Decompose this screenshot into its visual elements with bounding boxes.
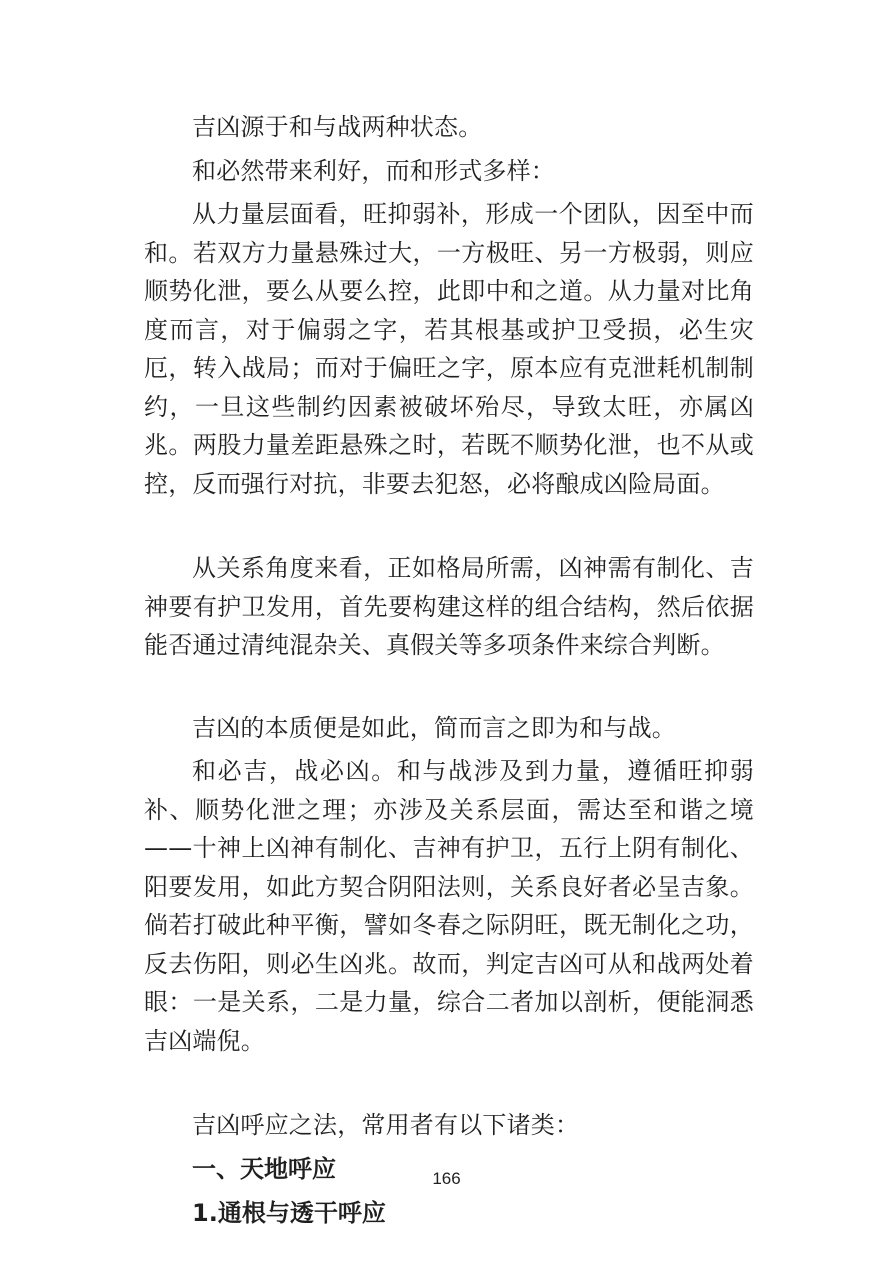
paragraph-6: 和必吉，战必凶。和与战涉及到力量，遵循旺抑弱补、顺势化泄之理；亦涉及关系层面，需达至和谐之境——十神上凶神有制化、吉神有护卫，五行上阴有制化、阳要发用，如此方契合阴阳法则，关系良好者必呈吉象。倘若打破此种平衡，譬如冬春之际阴旺，既无制化之功，反去伤阳，则必生凶兆。故而，判定吉凶可从和战两处着眼：一是关系，二是力量，综合二者加以剖析，便能洞悉吉凶端倪。 bbox=[144, 757, 754, 1055]
paragraph-7: 吉凶呼应之法，常用者有以下诸类： bbox=[192, 1111, 580, 1139]
paragraph-5: 吉凶的本质便是如此，简而言之即为和与战。 bbox=[192, 713, 676, 742]
page-number: 166 bbox=[432, 1169, 461, 1188]
page-body bbox=[144, 108, 754, 1232]
paragraph-4: 从关系角度来看，正如格局所需，凶神需有制化、吉神要有护卫发用，首先要构建这样的组合结构，然后依据能否通过清纯混杂关、真假关等多项条件来综合判断。 bbox=[144, 554, 754, 659]
paragraph-3: 从力量层面看，旺抑弱补，形成一个团队，因至中而和。若双方力量悬殊过大，一方极旺、另一方极弱，则应顺势化泄，要么从要么控，此即中和之道。从力量对比角度而言，对于偏弱之字，若其根基或护卫受损，必生灾厄，转入战局；而对于偏旺之字，原本应有克泄耗机制制约，一旦这些制约因素被破坏殆尽，导致太旺，亦属凶兆。两股力量差距悬殊之时，若既不顺势化泄，也不从或控，反而强行对抗，非要去犯怒，必将酿成凶险局面。 bbox=[144, 200, 754, 498]
subsection-heading: 1.通根与透干呼应 bbox=[192, 1198, 386, 1227]
paragraph-2: 和必然带来利好，而和形式多样： bbox=[192, 156, 555, 185]
paragraph-1: 吉凶源于和与战两种状态。 bbox=[192, 113, 483, 141]
section-heading: 一、天地呼应 bbox=[192, 1154, 336, 1183]
